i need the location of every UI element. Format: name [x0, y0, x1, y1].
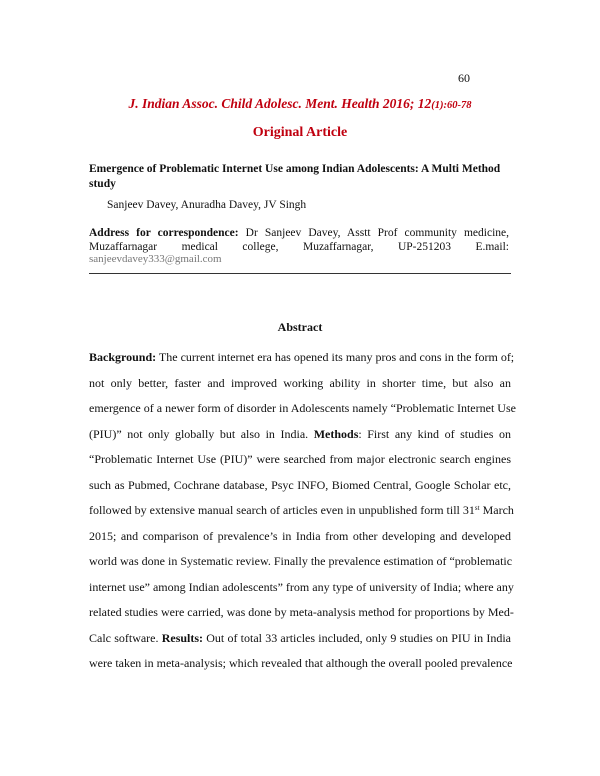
abstract-text: emergence of a newer form of disorder in Adolescents namely “Problematic Internet Use — [89, 401, 516, 415]
abstract-text: Out of total 33 articles included, only 9 studies on PIU in India — [203, 630, 511, 645]
methods-label: Methods — [313, 426, 359, 441]
abstract-text: not only better, faster and improved working ability in shorter time, but also an — [89, 375, 511, 390]
abstract-text: : First any kind of studies on — [358, 426, 511, 441]
abstract-text: March — [479, 503, 514, 517]
abstract-text: Calc software. — [89, 630, 162, 645]
abstract-line — [89, 447, 511, 473]
correspondence-email[interactable]: sanjeevdavey333@gmail.com — [89, 253, 222, 265]
abstract-line — [89, 371, 511, 397]
abstract-line — [89, 575, 514, 601]
abstract-text: related studies were carried, was done by meta-analysis method for proportions by Med- — [89, 605, 514, 619]
journal-issue: (1):60-78 — [431, 100, 472, 111]
abstract-line — [89, 524, 511, 550]
abstract-line — [89, 396, 516, 422]
abstract-text: (PIU)” not only globally but also in India. — [89, 426, 314, 441]
results-label: Results: — [161, 630, 204, 645]
journal-citation-text: J. Indian Assoc. Child Adolesc. Ment. Health 2016; 12 — [128, 96, 432, 111]
abstract-text: 2015; and comparison of prevalence’s in India from other developing and developed — [89, 528, 511, 543]
background-label: Background: — [89, 350, 157, 364]
abstract-text: followed by extensive manual search of articles even in unpublished form till 31 — [89, 503, 475, 517]
abstract-text: internet use” among Indian adolescents” from any type of university of India; where any — [89, 579, 514, 594]
abstract-text: were taken in meta-analysis; which revealed that although the overall pooled prevalence — [89, 656, 513, 670]
article-title: Emergence of Problematic Internet Use among Indian Adolescents: A Multi Method study — [89, 163, 501, 190]
abstract-line — [89, 498, 514, 524]
abstract-line — [89, 345, 515, 371]
abstract-line — [89, 626, 511, 652]
journal-citation — [0, 96, 600, 112]
correspondence-text: Dr Sanjeev Davey, Asstt Prof community medicine, Muzaffarnagar medical college, Muzaffarnagar, UP-251203 E.mail: — [89, 227, 510, 253]
abstract-text: The current internet era has opened its many pros and cons in the form of; — [156, 350, 515, 364]
abstract-text: world was done in Systematic review. Finally the prevalence estimation of “problematic — [89, 554, 513, 568]
page-number: 60 — [458, 71, 470, 85]
abstract-line — [89, 651, 511, 677]
abstract-body — [89, 345, 516, 677]
correspondence-label: Address for correspondence: — [89, 227, 239, 239]
abstract-text: such as Pubmed, Cochrane database, Psyc INFO, Biomed Central, Google Scholar etc, — [89, 477, 511, 492]
article-authors: Sanjeev Davey, Anuradha Davey, JV Singh — [107, 199, 307, 211]
header-divider — [89, 273, 511, 274]
ordinal-suffix: st — [474, 504, 480, 512]
correspondence-address — [89, 226, 509, 254]
abstract-text: “Problematic Internet Use (PIU)” were searched from major electronic search engines — [89, 452, 511, 466]
abstract-heading: Abstract — [277, 320, 323, 334]
abstract-line — [89, 422, 511, 448]
section-label: Original Article — [252, 125, 348, 140]
abstract-line — [89, 600, 514, 626]
abstract-line — [89, 549, 511, 575]
abstract-line — [89, 473, 511, 499]
